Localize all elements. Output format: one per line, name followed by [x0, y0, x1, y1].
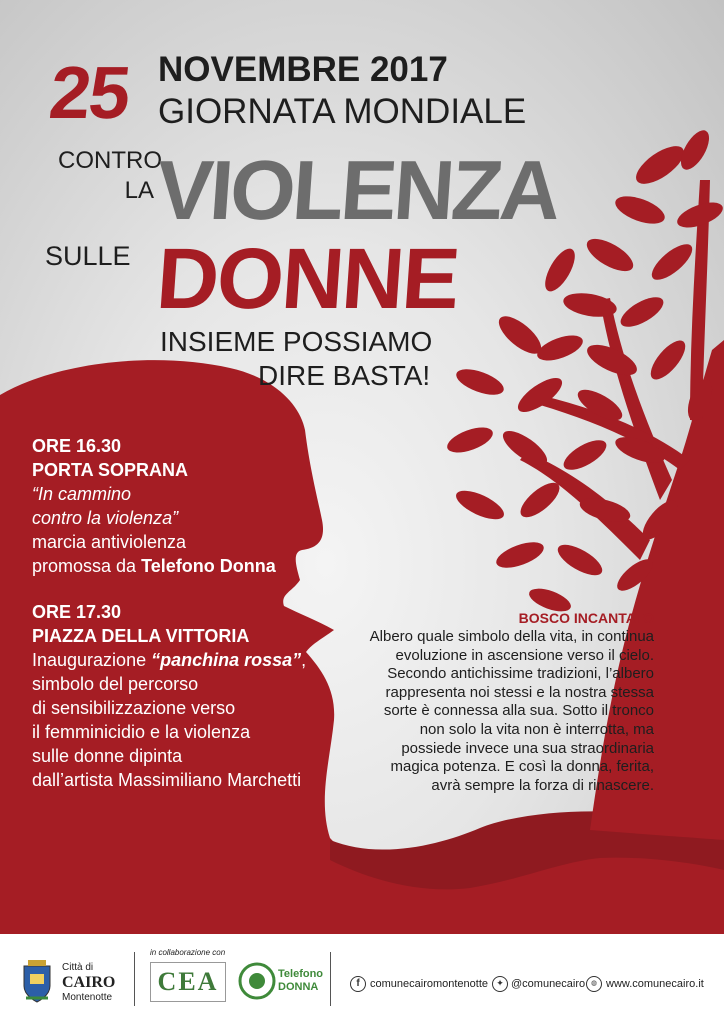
- giornata-mondiale-text: GIORNATA MONDIALE: [158, 92, 527, 131]
- slogan-line-1: INSIEME POSSIAMO: [160, 326, 433, 357]
- footer-divider: [330, 952, 331, 1006]
- event-2-desc-line: sulle donne dipinta: [32, 746, 183, 766]
- event-2-desc-line: il femminicidio e la violenza: [32, 722, 251, 742]
- web-icon[interactable]: ◍: [586, 976, 602, 992]
- event-2: [32, 600, 306, 792]
- city-small-text: Città di: [62, 962, 94, 973]
- city-name: CAIRO: [62, 974, 116, 991]
- date-day: 25: [45, 51, 133, 134]
- event-1-desc-prefix: promossa da: [32, 556, 142, 576]
- bosco-title: BOSCO INCANTATO: [518, 610, 654, 626]
- footer-divider: [134, 952, 135, 1006]
- telefono-donna-logo-icon: [238, 962, 276, 1000]
- telefono-text: Telefono: [278, 968, 324, 980]
- facebook-link[interactable]: comunecairomontenotte: [370, 978, 489, 990]
- footer: [0, 934, 724, 1024]
- collab-text: in collaborazione con: [150, 948, 226, 957]
- bosco-line: rappresenta noi stessi e la nostra stessa: [385, 683, 654, 701]
- event-1-title-line-1: “In cammino: [32, 484, 132, 504]
- event-1-organizer: Telefono Donna: [141, 556, 276, 576]
- event-1: [32, 434, 276, 578]
- event-2-desc-prefix: Inaugurazione: [32, 650, 152, 670]
- event-2-desc-line: simbolo del percorso: [32, 674, 199, 694]
- website-link[interactable]: www.comunecairo.it: [606, 978, 704, 990]
- event-1-place: PORTA SOPRANA: [32, 460, 189, 480]
- sulle-text: SULLE: [45, 241, 131, 271]
- bosco-line: Secondo antichissime tradizioni, l’albero: [387, 665, 654, 683]
- bosco-line: possiede invece una sua straordinaria: [401, 739, 654, 757]
- event-2-desc-line: di sensibilizzazione verso: [32, 698, 236, 718]
- tree-branch: [600, 298, 672, 500]
- event-2-desc-line: dall’artista Massimiliano Marchetti: [32, 770, 302, 790]
- la-text: LA: [124, 177, 154, 204]
- twitter-icon[interactable]: ✦: [492, 976, 508, 992]
- cea-logo: [150, 962, 226, 1002]
- event-1-desc-line-2: [32, 554, 276, 578]
- event-2-time: ORE 17.30: [32, 602, 122, 622]
- bosco-line: Albero quale simbolo della vita, in continua: [369, 628, 654, 645]
- bosco-line: evoluzione in ascensione verso il cielo.: [395, 646, 654, 664]
- event-1-title-line-2: contro la violenza”: [32, 508, 179, 528]
- violenza-heading: VIOLENZA: [153, 143, 562, 237]
- bosco-line: non solo la vita non è interrotta, ma: [419, 720, 654, 738]
- event-2-desc-suffix: ,: [301, 650, 307, 670]
- twitter-link[interactable]: @comunecairo: [511, 978, 586, 990]
- event-2-desc-italic: “panchina rossa”: [151, 650, 302, 670]
- city-crest-icon: [20, 958, 54, 1004]
- event-1-time: ORE 16.30: [32, 436, 122, 456]
- city-sub-text: Montenotte: [62, 992, 113, 1003]
- bosco-paragraph: [352, 628, 654, 795]
- slogan-line-2: DIRE BASTA!: [258, 360, 431, 391]
- bosco-line: sorte è connessa alla sua. Sotto il tronco: [383, 702, 654, 720]
- contro-text: CONTRO: [58, 147, 162, 174]
- donna-text: DONNA: [278, 981, 319, 993]
- cea-logo-text: CEA: [157, 967, 219, 996]
- event-1-desc-line-1: marcia antiviolenza: [32, 532, 187, 552]
- event-2-place: PIAZZA DELLA VITTORIA: [32, 626, 250, 646]
- date-month-year: NOVEMBRE 2017: [158, 50, 448, 89]
- donne-heading: DONNE: [153, 231, 461, 327]
- facebook-icon[interactable]: f: [350, 976, 366, 992]
- bosco-line: magica potenza. E così la donna, ferita,: [390, 758, 654, 776]
- event-2-desc-first-line: [32, 648, 306, 672]
- bosco-line: avrà sempre la forza di rinascere.: [431, 776, 654, 794]
